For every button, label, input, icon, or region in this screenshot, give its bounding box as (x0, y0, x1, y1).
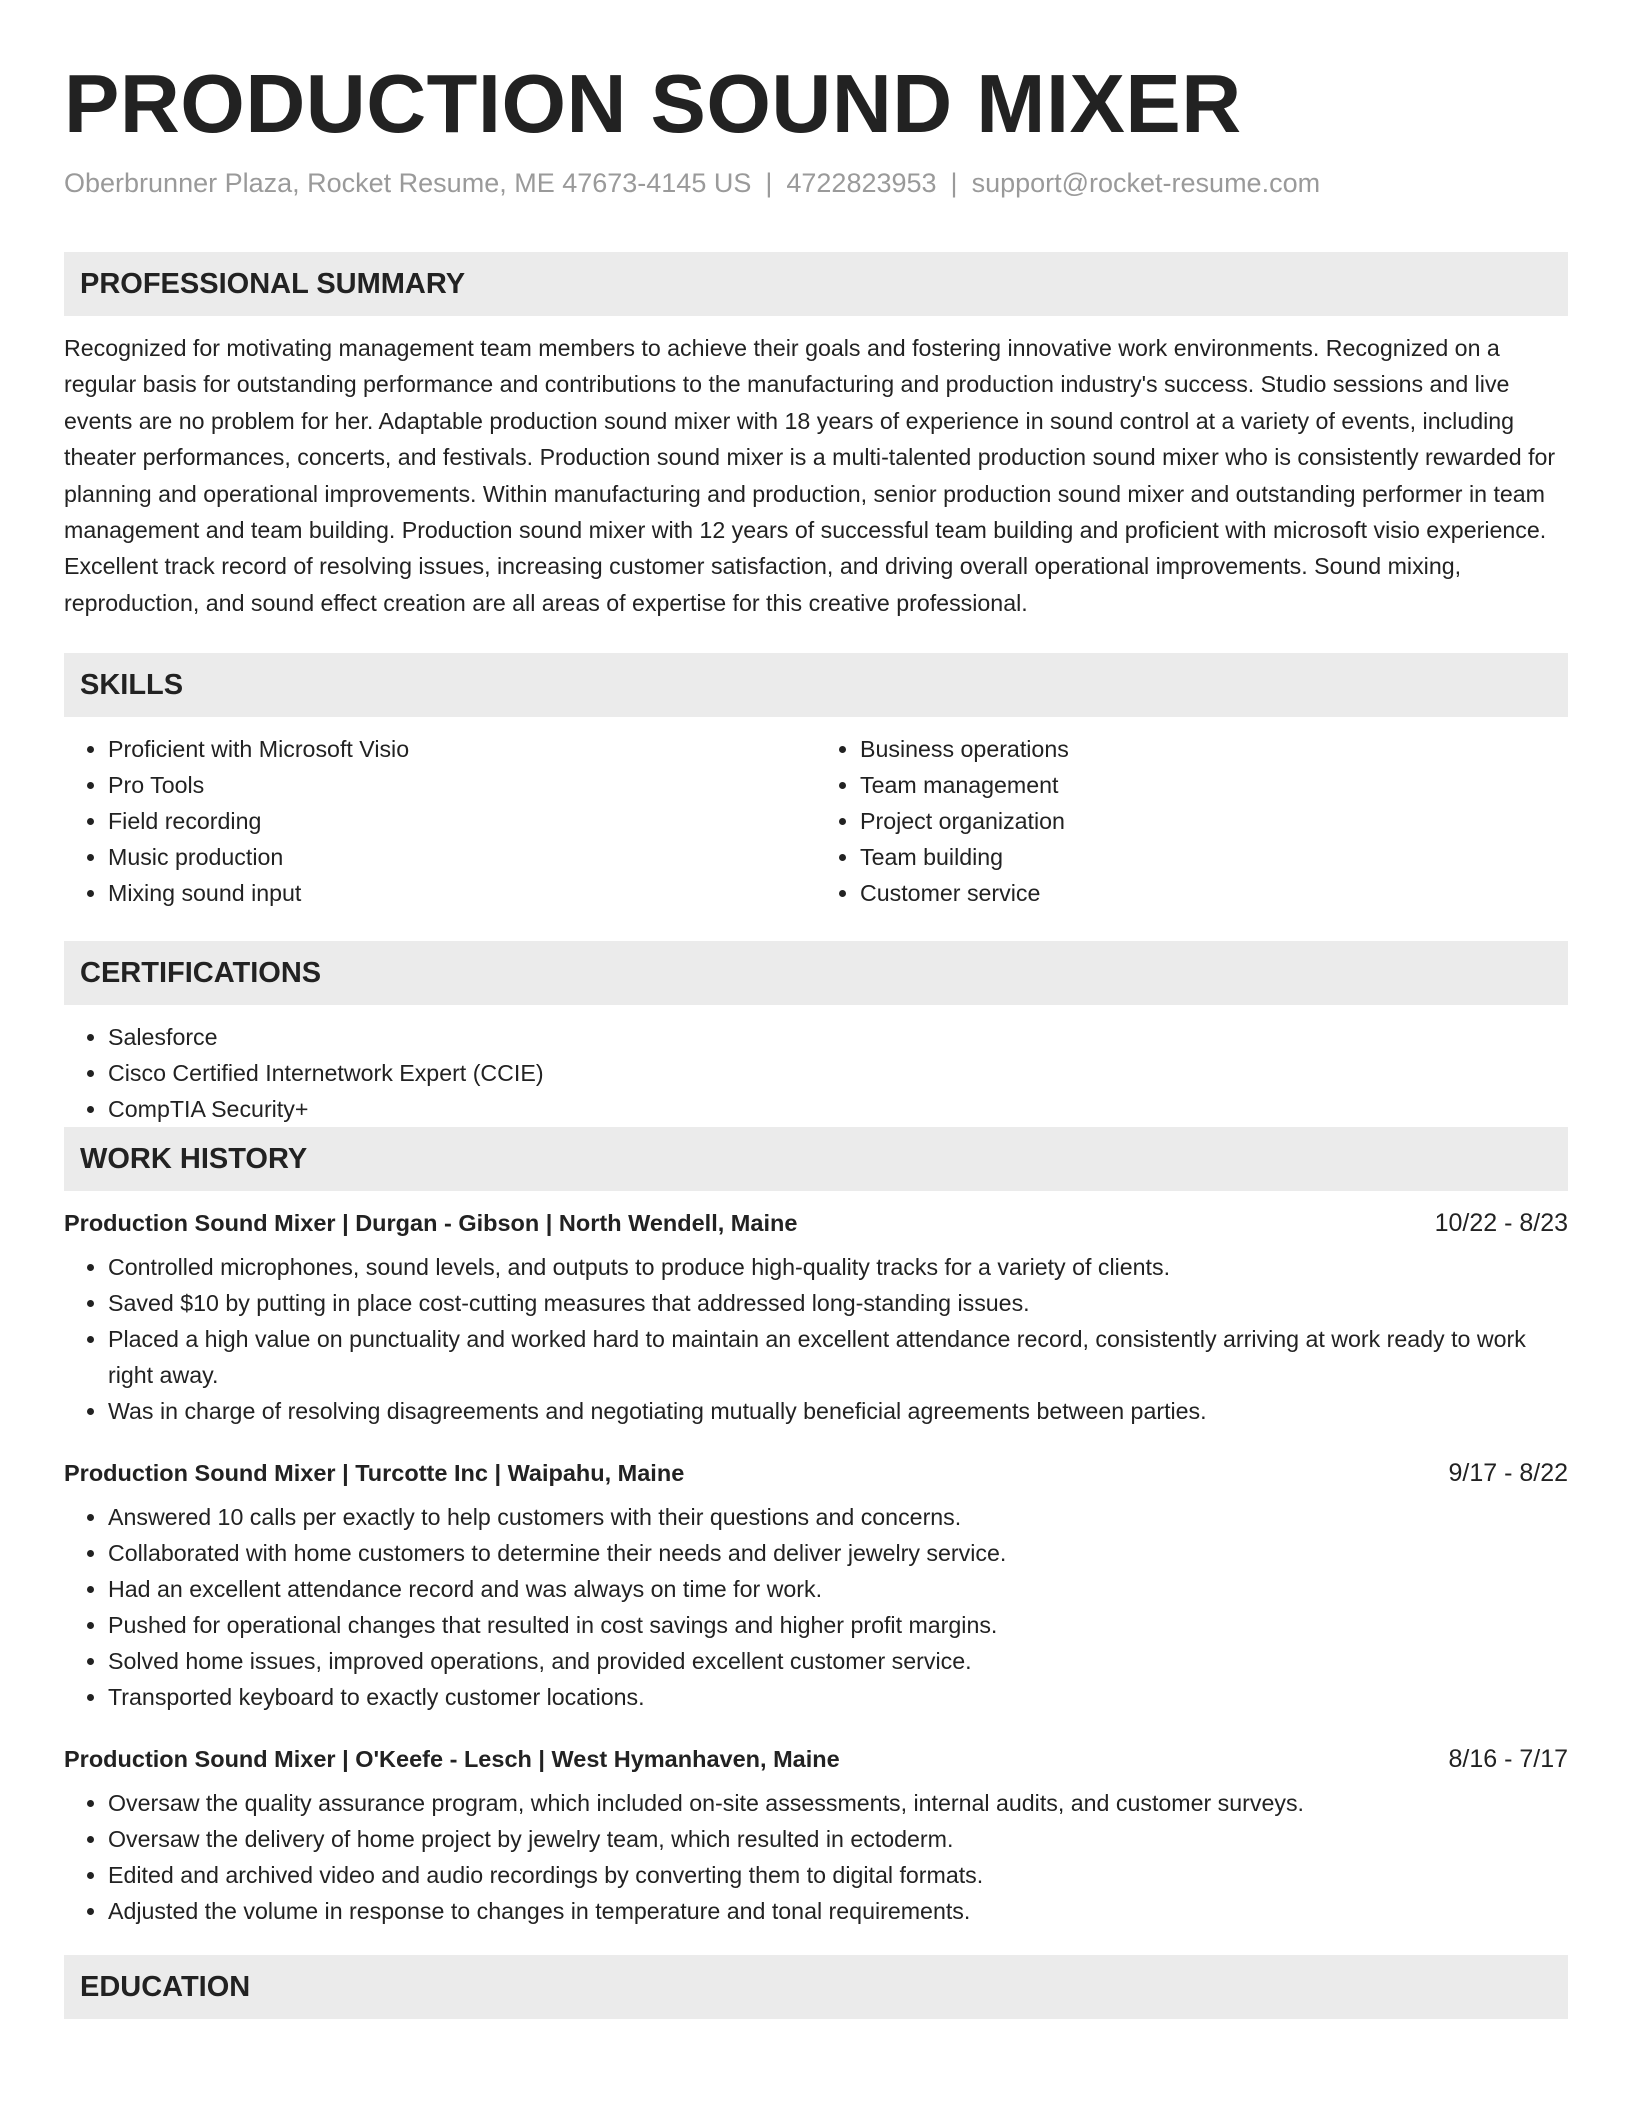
job-title: Production Sound Mixer | Durgan - Gibson | North Wendell, Maine (64, 1210, 798, 1237)
job-bullet: • Placed a high value on punctuality and worked hard to maintain an excellent attendance record, consistently arriving at work ready to work right away. (108, 1321, 1568, 1393)
certifications-list (64, 1019, 1568, 1127)
job-title: Production Sound Mixer | O'Keefe - Lesch | West Hymanhaven, Maine (64, 1746, 840, 1773)
skill-item: • Proficient with Microsoft Visio (108, 731, 816, 767)
skill-item: • Team building (860, 839, 1568, 875)
job-bullet: • Adjusted the volume in response to changes in temperature and tonal requirements. (108, 1893, 1568, 1929)
job-title: Production Sound Mixer | Turcotte Inc | Waipahu, Maine (64, 1460, 685, 1487)
job-bullets (64, 1499, 1568, 1715)
certification-item: • CompTIA Security+ (108, 1091, 1568, 1127)
contact-separator: | (950, 168, 958, 198)
job-bullet: • Answered 10 calls per exactly to help customers with their questions and concerns. (108, 1499, 1568, 1535)
skills-list (64, 731, 1568, 911)
candidate-name: PRODUCTION SOUND MIXER (64, 57, 1242, 150)
skill-item: • Business operations (860, 731, 1568, 767)
job-entry (64, 1741, 1568, 1929)
job-bullets (64, 1785, 1568, 1929)
skills-column-right (816, 731, 1568, 911)
section-header-skills: SKILLS (64, 653, 1568, 717)
job-bullet: • Solved home issues, improved operations, and provided excellent customer service. (108, 1643, 1568, 1679)
job-dates: 9/17 - 8/22 (1448, 1459, 1568, 1488)
contact-line (64, 166, 1568, 200)
skill-item: • Project organization (860, 803, 1568, 839)
section-header-summary: PROFESSIONAL SUMMARY (64, 252, 1568, 316)
job-header (64, 1455, 1568, 1491)
job-bullet: • Controlled microphones, sound levels, and outputs to produce high-quality tracks for a variety of clients. (108, 1249, 1568, 1285)
job-entry (64, 1455, 1568, 1715)
job-dates: 10/22 - 8/23 (1434, 1209, 1568, 1238)
job-bullet: • Transported keyboard to exactly customer locations. (108, 1679, 1568, 1715)
skill-item: • Pro Tools (108, 767, 816, 803)
contact-separator: | (765, 168, 773, 198)
skill-item: • Team management (860, 767, 1568, 803)
section-header-work-history: WORK HISTORY (64, 1127, 1568, 1191)
job-bullet: • Edited and archived video and audio recordings by converting them to digital formats. (108, 1857, 1568, 1893)
job-bullet: • Pushed for operational changes that resulted in cost savings and higher profit margins. (108, 1607, 1568, 1643)
summary-text: Recognized for motivating management team members to achieve their goals and fostering innovative work environments. Recognized on a regular basis for outstanding performance and contributions to the manufacturing and production industry's success. Studio sessions and live events are no problem for her. Adaptable production sound mixer with 18 years of experience in sound control at a variety of events, including theater performances, concerts, and festivals. Production sound mixer is a multi-talented production sound mixer who is consistently rewarded for planning and operational improvements. Within manufacturing and production, senior production sound mixer and outstanding performer in team management and team building. Production sound mixer with 12 years of successful team building and proficient with microsoft visio experience. Excellent track record of resolving issues, increasing customer satisfaction, and driving overall operational improvements. Sound mixing, reproduction, and sound effect creation are all areas of expertise for this creative professional. (64, 335, 1556, 616)
skill-item: • Mixing sound input (108, 875, 816, 911)
job-entry (64, 1205, 1568, 1429)
skill-item: • Field recording (108, 803, 816, 839)
skill-item: • Music production (108, 839, 816, 875)
job-bullets (64, 1249, 1568, 1429)
skills-column-left (64, 731, 816, 911)
contact-phone: 4722823953 (786, 168, 937, 198)
contact-email[interactable]: support@rocket-resume.com (971, 168, 1321, 198)
job-header (64, 1205, 1568, 1241)
skill-item: • Customer service (860, 875, 1568, 911)
section-header-education: EDUCATION (64, 1955, 1568, 2019)
section-header-certifications: CERTIFICATIONS (64, 941, 1568, 1005)
contact-address: Oberbrunner Plaza, Rocket Resume, ME 47673-4145 US (64, 168, 752, 198)
job-header (64, 1741, 1568, 1777)
job-bullet: • Saved $10 by putting in place cost-cutting measures that addressed long-standing issues. (108, 1285, 1568, 1321)
job-dates: 8/16 - 7/17 (1448, 1745, 1568, 1774)
certification-item: • Salesforce (108, 1019, 1568, 1055)
certification-item: • Cisco Certified Internetwork Expert (CCIE) (108, 1055, 1568, 1091)
job-bullet: • Was in charge of resolving disagreements and negotiating mutually beneficial agreements between parties. (108, 1393, 1568, 1429)
job-bullet: • Oversaw the quality assurance program, which included on-site assessments, internal audits, and customer surveys. (108, 1785, 1568, 1821)
job-bullet: • Collaborated with home customers to determine their needs and deliver jewelry service. (108, 1535, 1568, 1571)
job-bullet: • Had an excellent attendance record and was always on time for work. (108, 1571, 1568, 1607)
job-bullet: • Oversaw the delivery of home project by jewelry team, which resulted in ectoderm. (108, 1821, 1568, 1857)
